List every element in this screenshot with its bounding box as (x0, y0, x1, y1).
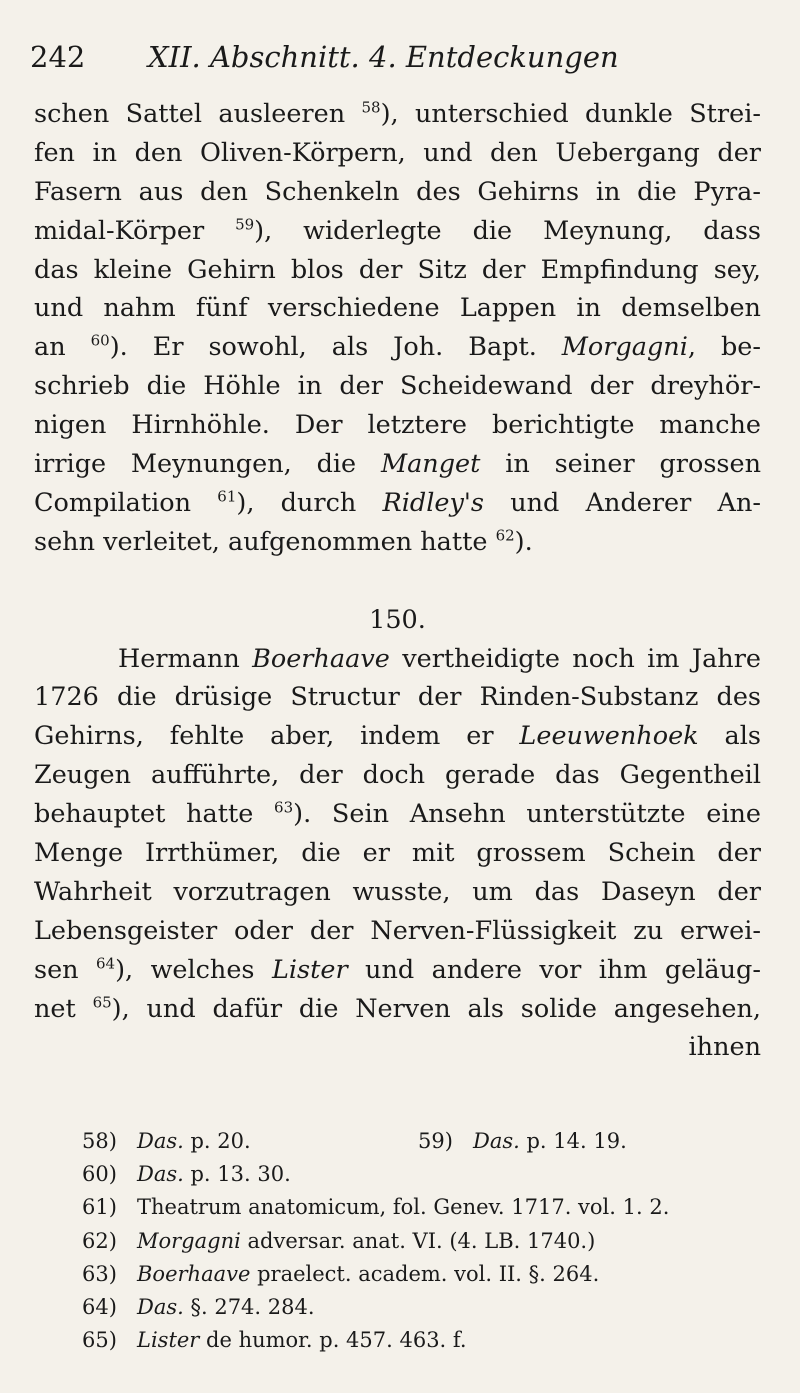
italic-name: Morgagni (561, 332, 688, 363)
text-line: midal-Körper $^{59}$), widerlegte die Meynung, dass (34, 215, 761, 246)
text-line: Lebensgeister oder der Nerven-Flüssigkeit zu erwei- (34, 915, 761, 946)
main-text (34, 95, 761, 1067)
italic-name: Manget (380, 449, 481, 480)
footnote: 65) Lister de humor. p. 457. 463. f. (82, 1328, 467, 1353)
text-line: nigen Hirnhöhle. Der letztere berichtigte manche (34, 410, 761, 441)
italic-name: Lister (271, 954, 348, 985)
footnote: 64) Das. §. 274. 284. (82, 1294, 315, 1319)
footnotes (82, 1125, 772, 1357)
page-number: 242 (30, 40, 86, 74)
text-line: Hermann Boerhaave vertheidigte noch im Jahre (118, 643, 761, 674)
section-number: 150. (369, 604, 426, 635)
text-line: net $^{65}$), und dafür die Nerven als solide angesehen, (34, 993, 761, 1024)
footnote-ref: 60 (90, 331, 110, 350)
catchword: ihnen (688, 1032, 761, 1063)
text-line: und nahm fünf verschiedene Lappen in demselben (34, 293, 761, 324)
footnote: 60) Das. p. 13. 30. (82, 1162, 291, 1187)
text-line: sehn verleitet, aufgenommen hatte $^{62}$). (34, 526, 533, 557)
running-header (30, 40, 760, 80)
text-line: fen in den Oliven-Körpern, und den Uebergang der (34, 137, 761, 168)
footnote-ref: 65 (92, 993, 112, 1012)
text-line: an $^{60}$). Er sowohl, als Joh. Bapt. Morgagni, be- (34, 331, 761, 363)
footnote: 58) Das. p. 20. 59) Das. p. 14. 19. (82, 1129, 627, 1153)
footnote-ref: 58 (361, 98, 381, 117)
footnote-ref: 61 (217, 487, 237, 506)
text-line: Gehirns, fehlte aber, indem er Leeuwenhoek als (34, 721, 761, 752)
footnote-ref: 63 (274, 798, 294, 817)
text-line: Menge Irrthümer, die er mit grossem Schein der (34, 838, 761, 869)
italic-name: Leeuwenhoek (519, 721, 699, 752)
footnote-ref: 59 (235, 215, 255, 234)
italic-name: Ridley's (382, 487, 484, 518)
text-line: das kleine Gehirn blos der Sitz der Empfindung sey, (34, 254, 761, 285)
text-line: schrieb die Höhle in der Scheidewand der dreyhör- (34, 371, 761, 402)
text-line: Fasern aus den Schenkeln des Gehirns in die Pyra- (34, 176, 761, 207)
text-line: behauptet hatte $^{63}$). Sein Ansehn unterstützte eine (34, 798, 762, 830)
footnote: 61) Theatrum anatomicum, fol. Genev. 1717. vol. 1. 2. (82, 1195, 670, 1220)
running-title: XII. Abschnitt. 4. Entdeckungen (148, 40, 619, 74)
text-line: Compilation $^{61}$), durch Ridley's und Anderer An- (34, 487, 762, 518)
italic-name: Boerhaave (252, 643, 390, 674)
footnote: 62) Morgagni adversar. anat. VI. (4. LB. 1740.) (82, 1228, 596, 1253)
text-line: irrige Meynungen, die Manget in seiner grossen (34, 449, 762, 480)
text-line: Wahrheit vorzutragen wusste, um das Daseyn der (34, 876, 761, 907)
text-line: Zeugen aufführte, der doch gerade das Gegentheil (34, 760, 761, 791)
footnote-ref: 62 (495, 526, 515, 545)
text-line: schen Sattel ausleeren $^{58}$), unterschied dunkle Strei- (34, 98, 761, 129)
footnote: 63) Boerhaave praelect. academ. vol. II. §. 264. (82, 1261, 600, 1286)
text-line: sen $^{64}$), welches Lister und andere vor ihm geläug- (34, 954, 761, 985)
footnote-ref: 64 (96, 954, 116, 973)
text-line: 1726 die drüsige Structur der Rinden-Substanz des (34, 682, 761, 713)
